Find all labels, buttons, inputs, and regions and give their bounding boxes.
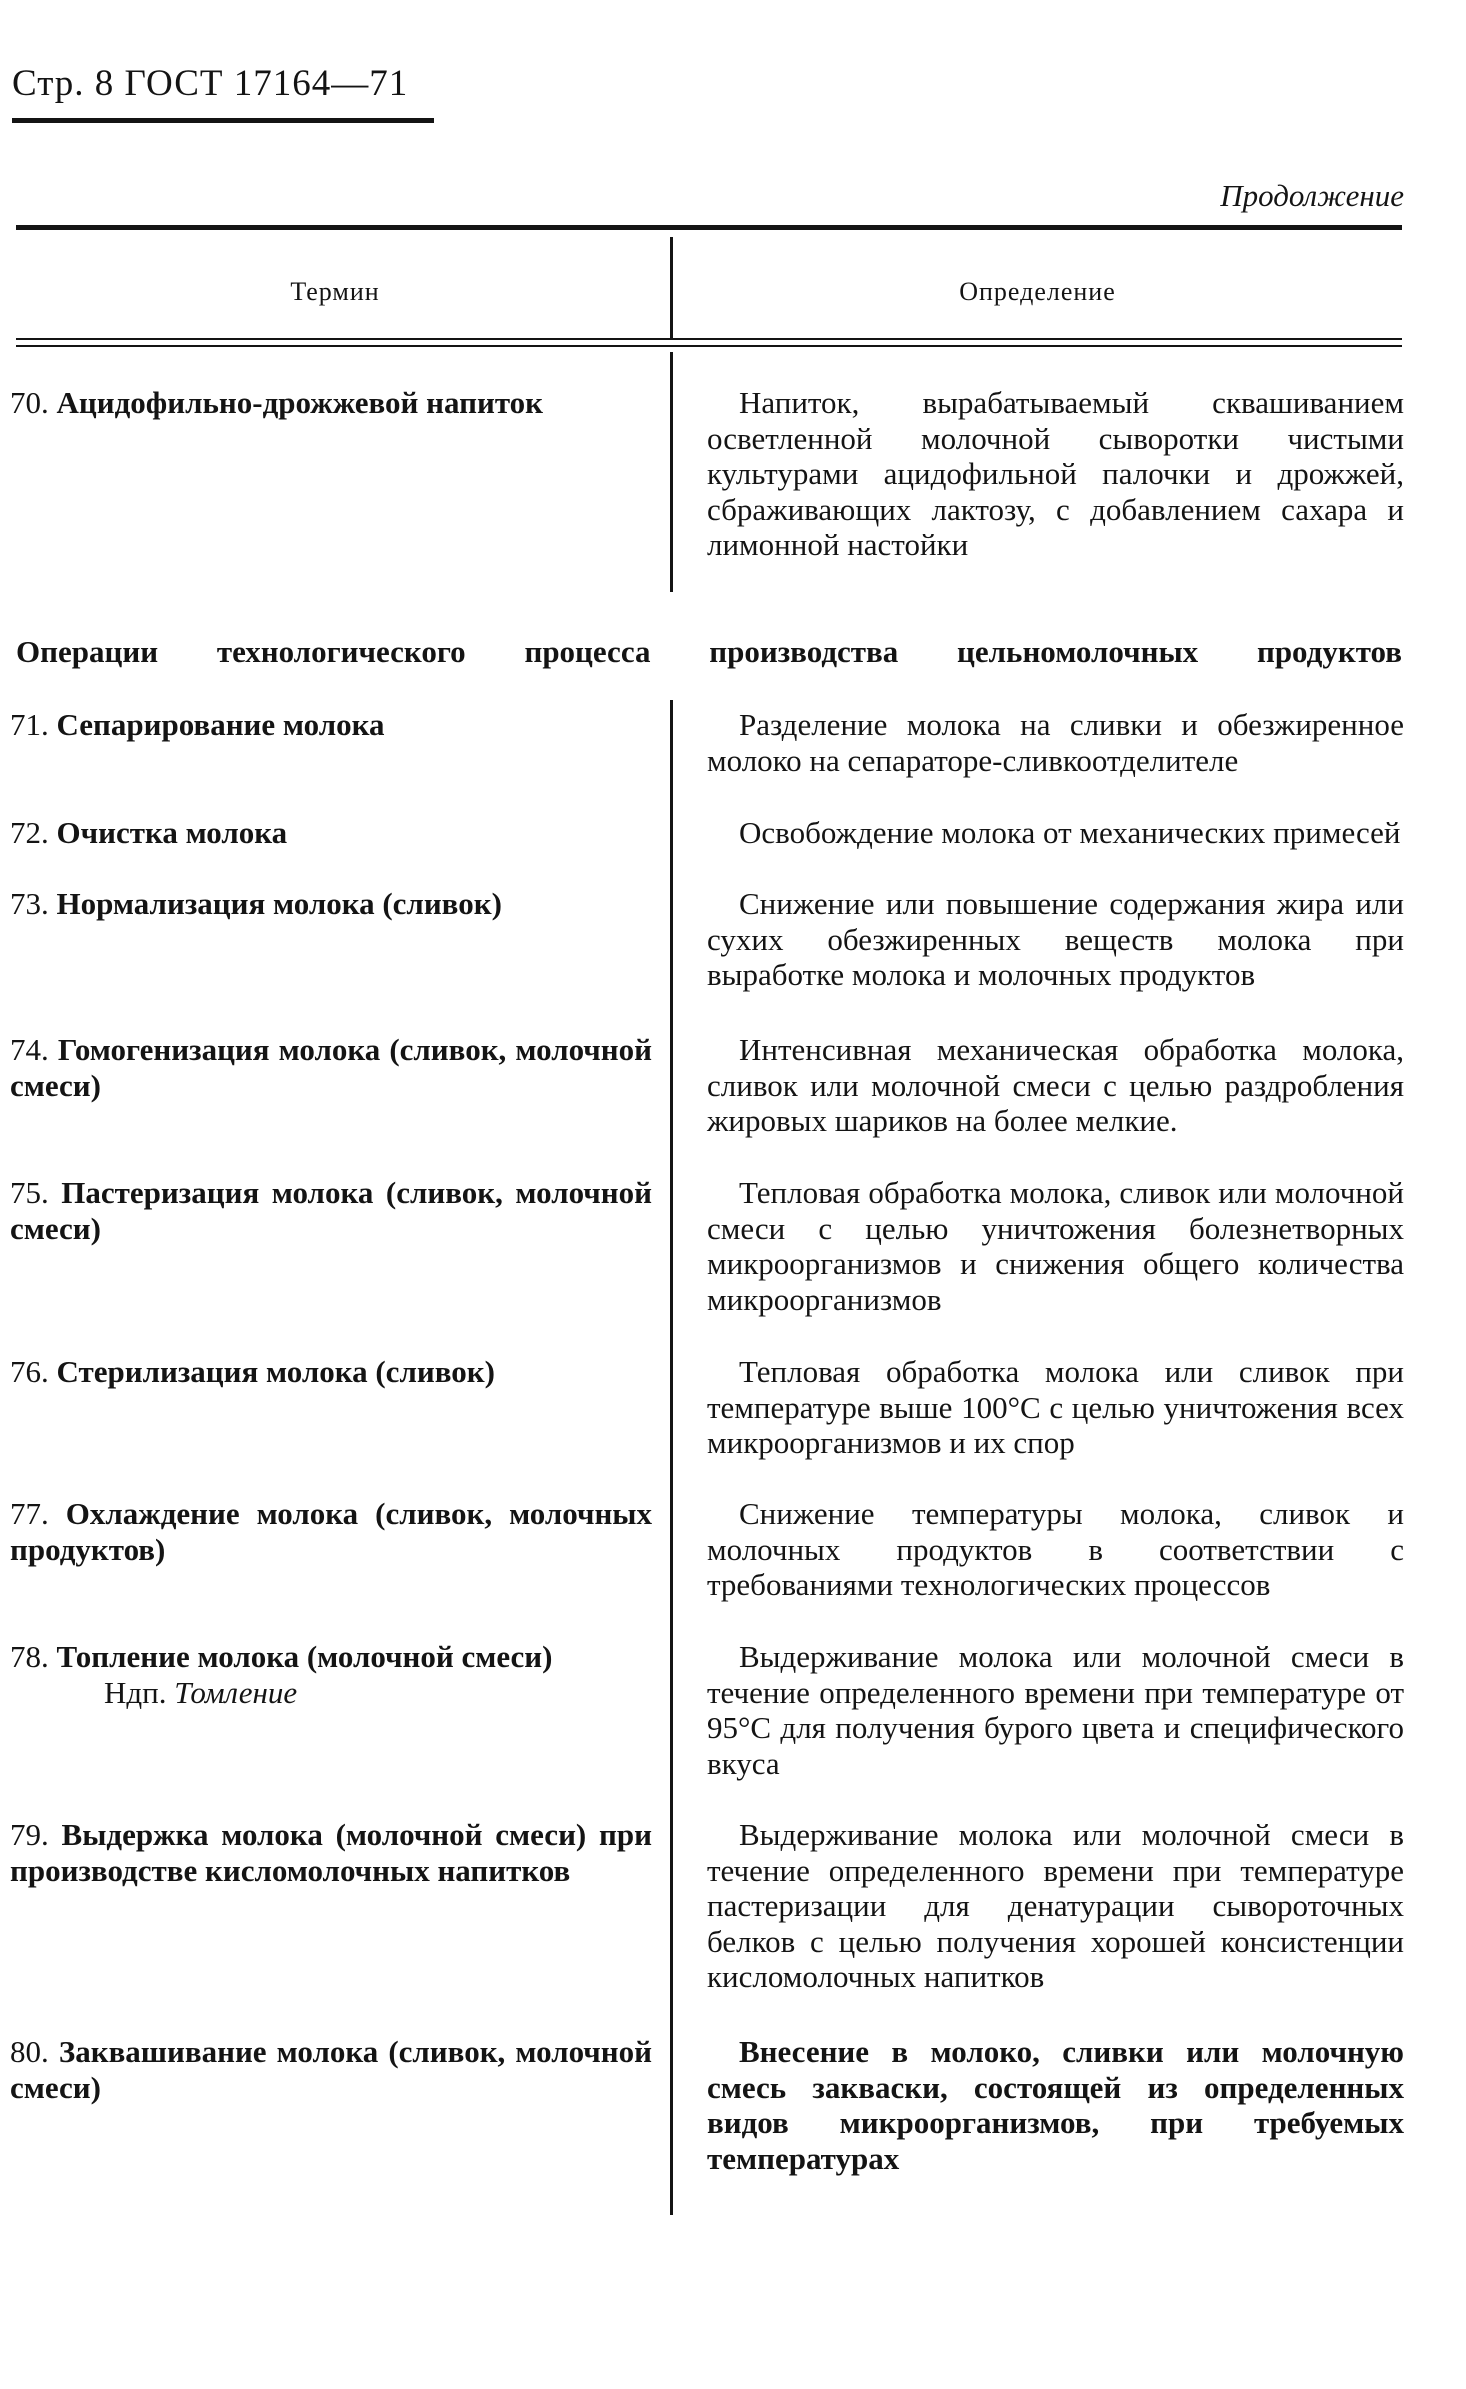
definition-72: Освобождение молока от механических примесей: [739, 815, 1401, 850]
term-73: [10, 886, 652, 922]
definition-71: Разделение молока на сливки и обезжиренное молоко на сепараторе-сливкоотделителе: [707, 707, 1404, 778]
term-text: Заквашивание молока (сливок, молочной смеси): [10, 2034, 652, 2105]
term-number: 79.: [10, 1817, 49, 1852]
term-78: [10, 1639, 652, 1710]
term-text: Выдержка молока (молочной смеси) при производстве кисломолочных напитков: [10, 1817, 652, 1888]
term-74: [10, 1032, 652, 1103]
term-77: [10, 1496, 652, 1567]
term-text: Топление молока (молочной смеси): [56, 1639, 553, 1674]
term-number: 80.: [10, 2034, 49, 2069]
term-72: [10, 815, 652, 851]
header-underline: [12, 118, 434, 123]
definition-73: Снижение или повышение содержания жира или сухих обезжиренных веществ молока при выработке молока и молочных продуктов: [707, 886, 1404, 993]
term-text: Стерилизация молока (сливок): [56, 1354, 495, 1389]
term-number: 73.: [10, 886, 49, 921]
column-header-term: Термин: [290, 277, 380, 306]
term-number: 75.: [10, 1175, 49, 1210]
term-text: Охлаждение молока (сливок, молочных продуктов): [10, 1496, 653, 1567]
term-text: Пастеризация молока (сливок, молочной смеси): [10, 1175, 652, 1246]
page-header: Стр. 8 ГОСТ 17164—71: [12, 63, 409, 104]
section-heading: Операции технологического процесса производства цельномолочных продуктов: [16, 634, 1402, 669]
term-number: 72.: [10, 815, 49, 850]
term-number: 71.: [10, 707, 49, 742]
term-number: 70.: [10, 385, 49, 420]
definition-79: Выдерживание молока или молочной смеси в течение определенного времени при температуре пастеризации для денатурации сывороточных белков с целью получения хорошей консистенции кисломолочных напитков: [707, 1817, 1404, 1995]
continuation-label: Продолжение: [1220, 178, 1404, 213]
term-79: [10, 1817, 652, 1888]
term-75: [10, 1175, 652, 1246]
term-71: [10, 707, 652, 743]
term-text: Очистка молока: [56, 815, 288, 850]
term-80: [10, 2034, 652, 2105]
definition-75: Тепловая обработка молока, сливок или молочной смеси с целью уничтожения болезнетворных микроорганизмов и снижения общего количества микроорганизмов: [707, 1175, 1404, 1317]
term-number: 77.: [10, 1496, 49, 1531]
column-header-definition: Определение: [959, 277, 1116, 306]
deprecated-term: [10, 1675, 652, 1711]
table-top-rule: [16, 225, 1402, 230]
term-number: 76.: [10, 1354, 49, 1389]
definition-77: Снижение температуры молока, сливок и молочных продуктов в соответствии с требованиями технологических процессов: [707, 1496, 1404, 1603]
definition-74: Интенсивная механическая обработка молока, сливок или молочной смеси с целью раздробления жировых шариков на более мелкие.: [707, 1032, 1404, 1139]
definition-70: Напиток, вырабатываемый сквашиванием осветленной молочной сыворотки чистыми культурами ацидофильной палочки и дрожжей, сбраживающих лактозу, с добавлением сахара и лимонной настойки: [707, 385, 1404, 563]
term-number: 74.: [10, 1032, 49, 1067]
deprecated-term-text: Томление: [174, 1674, 298, 1710]
term-number: 78.: [10, 1639, 49, 1674]
term-text: Ацидофильно-дрожжевой напиток: [56, 385, 544, 420]
deprecated-prefix: Ндп.: [104, 1674, 167, 1710]
term-70: [10, 385, 652, 421]
definition-78: Выдерживание молока или молочной смеси в течение определенного времени при температуре от 95°С для получения бурого цвета и специфического вкуса: [707, 1639, 1404, 1781]
column-divider-block-2: [670, 700, 673, 2215]
term-text: Сепарирование молока: [56, 707, 385, 742]
term-text: Гомогенизация молока (сливок, молочной смеси): [10, 1032, 652, 1103]
table-header-rule-1: [16, 338, 1402, 340]
term-text: Нормализация молока (сливок): [56, 886, 502, 921]
definition-80: Внесение в молоко, сливки или молочную смесь закваски, состоящей из определенных видов микроорганизмов, при требуемых температурах: [707, 2034, 1404, 2176]
term-76: [10, 1354, 652, 1390]
column-divider-block-1: [670, 352, 673, 592]
definition-76: Тепловая обработка молока или сливок при температуре выше 100°С с целью уничтожения всех микроорганизмов и их спор: [707, 1354, 1404, 1461]
table-header-rule-2: [16, 345, 1402, 347]
